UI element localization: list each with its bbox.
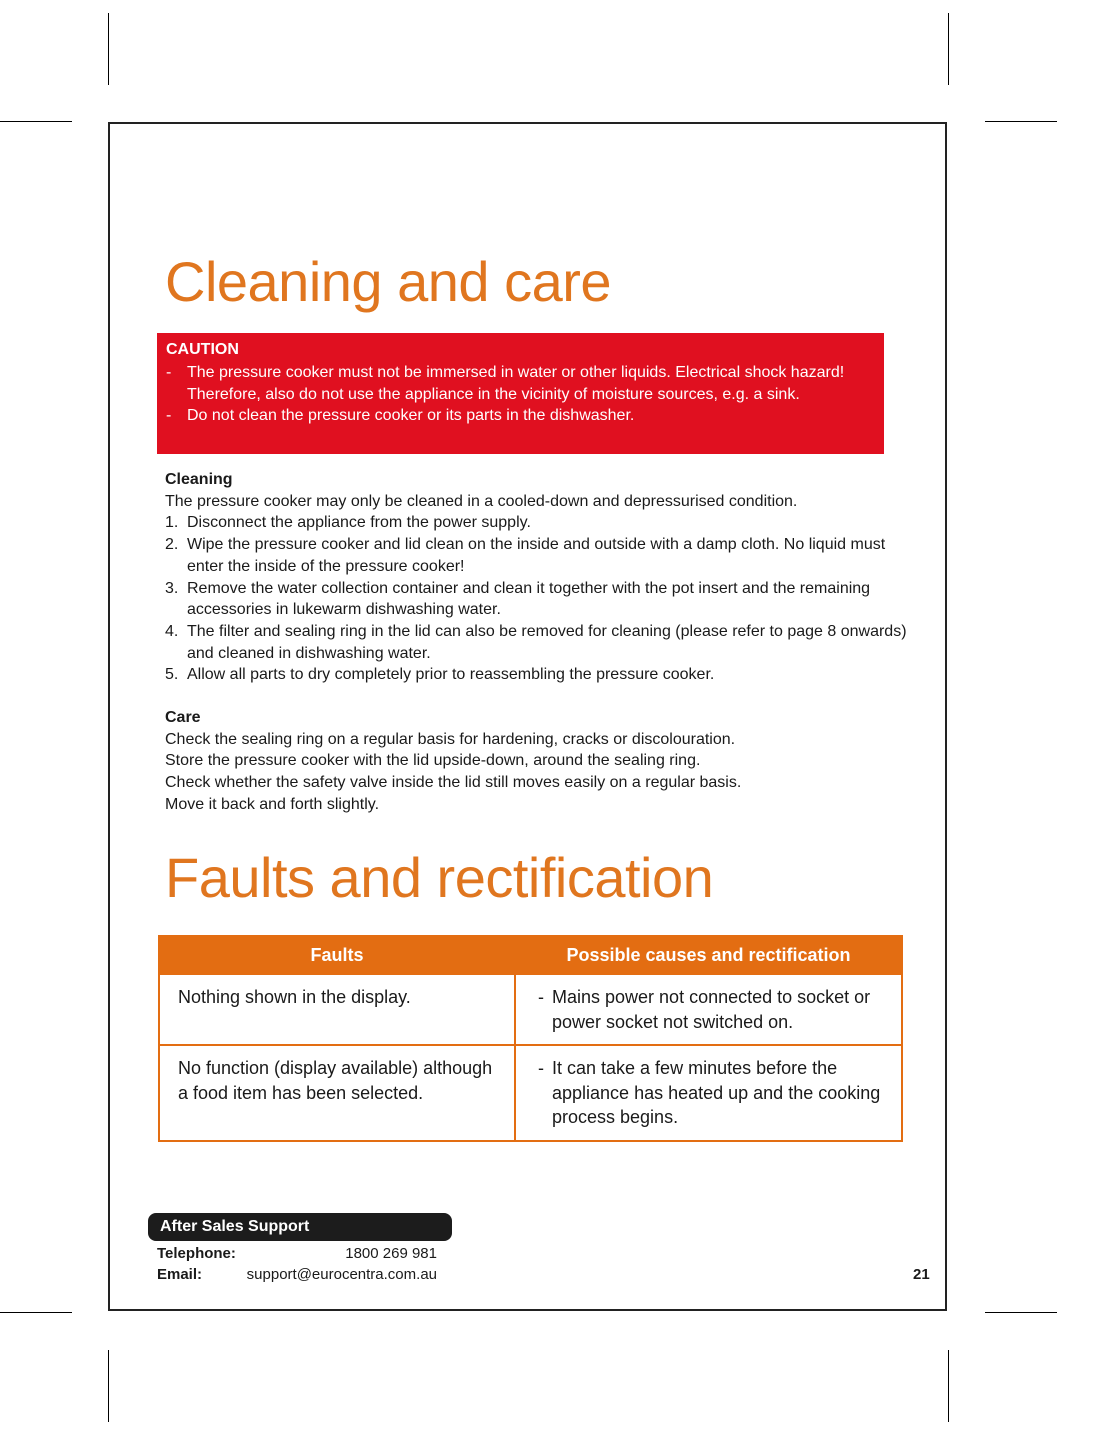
column-header-faults: Faults (159, 936, 515, 974)
care-lines (165, 729, 915, 816)
after-sales-support-banner: After Sales Support (148, 1213, 452, 1241)
email-label: Email: (157, 1266, 203, 1283)
caution-list (166, 362, 874, 427)
caution-item: - Do not clean the pressure cooker or its parts in the dishwasher. (166, 405, 874, 427)
crop-mark (948, 13, 949, 85)
crop-mark (108, 13, 109, 85)
column-header-causes: Possible causes and rectification (515, 936, 902, 974)
crop-mark (985, 1312, 1057, 1313)
care-line: Check whether the safety valve inside the lid still moves easily on a regular basis. (165, 774, 742, 792)
page-number: 21 (913, 1266, 930, 1283)
table-row (159, 1045, 902, 1141)
crop-mark (0, 1312, 72, 1313)
cleaning-title: Cleaning and care (165, 250, 612, 313)
table-header-row (159, 936, 902, 974)
cleaning-step: 4. The filter and sealing ring in the lid can also be removed for cleaning (please refer to page 8 onwards) and cleaned in dishwashing water. (165, 622, 907, 662)
cleaning-intro: The pressure cooker may only be cleaned in a cooled-down and depressurised condition. (165, 492, 798, 510)
caution-heading: CAUTION (166, 341, 239, 358)
care-line: Store the pressure cooker with the lid upside-down, around the sealing ring. (165, 752, 701, 770)
dash-bullet: - (538, 1058, 544, 1078)
crop-mark (985, 121, 1057, 122)
dash-bullet: - (538, 987, 544, 1007)
cleaning-step: 2. Wipe the pressure cooker and lid clean on the inside and outside with a damp cloth. No liquid must enter the inside of the pressure cooker! (165, 536, 886, 575)
telephone-value: 1800 269 981 (345, 1245, 437, 1262)
cleaning-step: 1. Disconnect the appliance from the power supply. (165, 514, 531, 532)
dash-bullet: - (166, 364, 172, 381)
cause-cell: - It can take a few minutes before the appliance has heated up and the cooking process begins. (515, 1045, 902, 1141)
care-heading: Care (165, 709, 201, 726)
fault-cell: Nothing shown in the display. (159, 974, 515, 1045)
crop-mark (0, 121, 72, 122)
cleaning-steps (165, 512, 915, 686)
cleaning-block (165, 469, 915, 686)
cleaning-step: 5. Allow all parts to dry completely prior to reassembling the pressure cooker. (165, 666, 715, 684)
cause-cell: - Mains power not connected to socket or power socket not switched on. (515, 974, 902, 1045)
telephone-label: Telephone: (157, 1245, 236, 1262)
faults-table (158, 935, 903, 1142)
dash-bullet: - (166, 407, 172, 424)
crop-mark (108, 1350, 109, 1422)
care-line: Move it back and forth slightly. (165, 795, 380, 813)
cleaning-step: 3. Remove the water collection container and clean it together with the pot insert and the remaining accessories in lukewarm dishwashing water. (165, 579, 871, 619)
caution-box (157, 333, 884, 454)
table-row (159, 974, 902, 1045)
care-block (165, 707, 915, 816)
faults-title: Faults and rectification (165, 846, 714, 909)
care-line: Check the sealing ring on a regular basis for hardening, cracks or discolouration. (165, 730, 736, 748)
email-value: support@eurocentra.com.au (246, 1266, 437, 1283)
fault-cell: No function (display available) although a food item has been selected. (159, 1045, 515, 1141)
caution-item: - The pressure cooker must not be immersed in water or other liquids. Electrical shock hazard! Therefore, also do not use the appliance in the vicinity of moisture sources, e.g. a sink. (166, 364, 845, 403)
crop-mark (948, 1350, 949, 1422)
cleaning-heading: Cleaning (165, 471, 233, 488)
